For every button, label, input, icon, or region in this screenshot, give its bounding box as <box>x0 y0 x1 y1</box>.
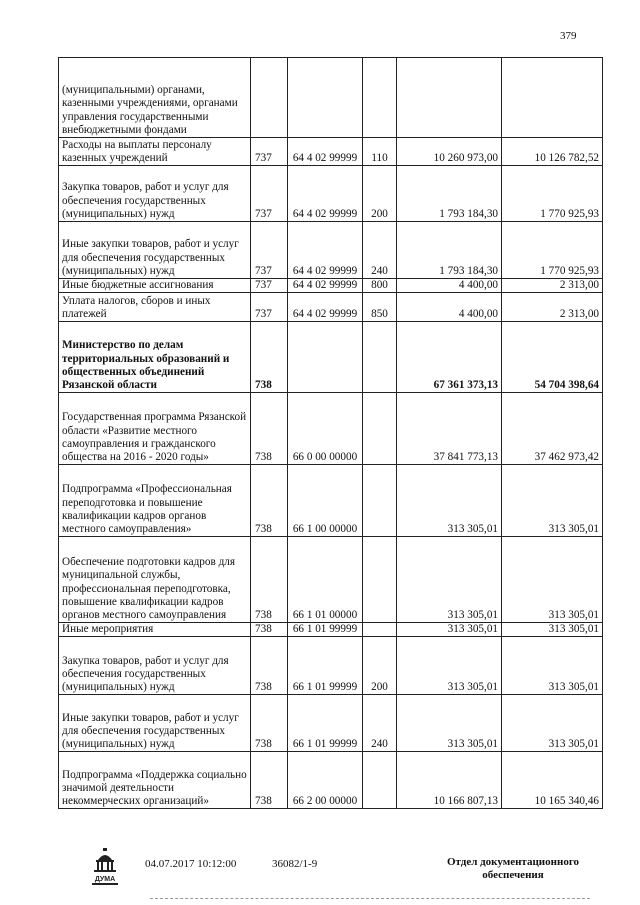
cell-y2: 313 305,01 <box>502 623 603 637</box>
cell-y1: 1 793 184,30 <box>397 222 502 279</box>
cell-name: Иные закупки товаров, работ и услуг для обеспечения государственных (муниципальных) нужд <box>59 695 251 752</box>
cell-code: 737 <box>251 279 288 293</box>
footer-department <box>438 856 588 882</box>
cell-y2: 2 313,00 <box>502 279 603 293</box>
cell-csr <box>288 322 363 393</box>
cell-y2: 1 770 925,93 <box>502 166 603 222</box>
cell-name: Министерство по делам территориальных образований и общественных объединений Рязанской области <box>59 322 251 393</box>
cell-y2: 313 305,01 <box>502 537 603 623</box>
cell-vr: 240 <box>363 695 397 752</box>
cell-y1: 313 305,01 <box>397 465 502 537</box>
cell-csr: 64 4 02 99999 <box>288 293 363 322</box>
table-row <box>59 322 603 393</box>
cell-y1 <box>397 58 502 138</box>
cell-vr: 200 <box>363 637 397 695</box>
cell-y1: 10 166 807,13 <box>397 752 502 809</box>
cell-name: Подпрограмма «Профессиональная переподготовка и повышение квалификации кадров органов местного самоуправления» <box>59 465 251 537</box>
cell-name: Иные закупки товаров, работ и услуг для обеспечения государственных (муниципальных) нужд <box>59 222 251 279</box>
cell-code: 738 <box>251 465 288 537</box>
table-row <box>59 58 603 138</box>
cell-vr: 110 <box>363 138 397 166</box>
cell-y1: 313 305,01 <box>397 637 502 695</box>
table-row <box>59 138 603 166</box>
cell-vr <box>363 393 397 465</box>
cell-name: Закупка товаров, работ и услуг для обеспечения государственных (муниципальных) нужд <box>59 637 251 695</box>
footer-department-line1: Отдел документационного <box>446 856 580 868</box>
table-row <box>59 623 603 637</box>
cell-y1: 10 260 973,00 <box>397 138 502 166</box>
cell-y1: 313 305,01 <box>397 695 502 752</box>
table-row <box>59 393 603 465</box>
budget-table-body <box>59 58 603 809</box>
cell-code: 738 <box>251 637 288 695</box>
cell-y1: 4 400,00 <box>397 293 502 322</box>
cell-csr: 64 4 02 99999 <box>288 222 363 279</box>
table-row <box>59 695 603 752</box>
cell-y2: 37 462 973,42 <box>502 393 603 465</box>
cell-y1: 37 841 773,13 <box>397 393 502 465</box>
cell-vr <box>363 623 397 637</box>
table-row <box>59 637 603 695</box>
cell-code: 738 <box>251 752 288 809</box>
table-row <box>59 279 603 293</box>
footer <box>0 848 640 905</box>
cell-code: 738 <box>251 393 288 465</box>
cell-y1: 313 305,01 <box>397 537 502 623</box>
footer-department-line2: обеспечения <box>482 869 544 881</box>
cell-y1: 4 400,00 <box>397 279 502 293</box>
cell-csr: 64 4 02 99999 <box>288 166 363 222</box>
cell-y2: 313 305,01 <box>502 695 603 752</box>
cell-y1: 313 305,01 <box>397 623 502 637</box>
cell-y2: 10 126 782,52 <box>502 138 603 166</box>
emblem-label: ДУМА <box>94 876 116 883</box>
table-row <box>59 752 603 809</box>
cell-name: Подпрограмма «Поддержка социально значимой деятельности некоммерческих организаций» <box>59 752 251 809</box>
footer-doc-number: 36082/1-9 <box>272 858 318 870</box>
cell-vr <box>363 537 397 623</box>
cell-code: 737 <box>251 138 288 166</box>
cell-csr: 66 1 01 99999 <box>288 623 363 637</box>
cell-y2: 10 165 340,46 <box>502 752 603 809</box>
cell-y1: 67 361 373,13 <box>397 322 502 393</box>
cell-y2: 2 313,00 <box>502 293 603 322</box>
cell-vr: 240 <box>363 222 397 279</box>
cell-name: Закупка товаров, работ и услуг для обеспечения государственных (муниципальных) нужд <box>59 166 251 222</box>
cell-vr <box>363 752 397 809</box>
cell-vr: 850 <box>363 293 397 322</box>
cell-csr: 66 1 00 00000 <box>288 465 363 537</box>
duma-emblem-icon <box>90 848 120 886</box>
cell-name: Расходы на выплаты персоналу казенных учреждений <box>59 138 251 166</box>
footer-date: 04.07.2017 10:12:00 <box>145 858 237 870</box>
cell-code: 738 <box>251 623 288 637</box>
table-row <box>59 537 603 623</box>
cell-vr <box>363 58 397 138</box>
cell-code: 737 <box>251 222 288 279</box>
cell-name: Государственная программа Рязанской области «Развитие местного самоуправления и гражданского общества на 2016 - 2020 годы» <box>59 393 251 465</box>
cell-csr: 64 4 02 99999 <box>288 279 363 293</box>
table-row <box>59 166 603 222</box>
cell-y2: 313 305,01 <box>502 465 603 537</box>
table-row <box>59 465 603 537</box>
cell-code <box>251 58 288 138</box>
cell-y2: 313 305,01 <box>502 637 603 695</box>
cell-y2 <box>502 58 603 138</box>
table-row <box>59 222 603 279</box>
cell-csr: 66 0 00 00000 <box>288 393 363 465</box>
cell-code: 738 <box>251 537 288 623</box>
table-row <box>59 293 603 322</box>
cell-name: Иные бюджетные ассигнования <box>59 279 251 293</box>
cell-code: 738 <box>251 322 288 393</box>
cell-name: Обеспечение подготовки кадров для муниципальной службы, профессиональная переподготовка, повышение квалификации кадров органов местного самоуправления <box>59 537 251 623</box>
cell-name: (муниципальными) органами, казенными учреждениями, органами управления государственными внебюджетными фондами <box>59 58 251 138</box>
cell-vr <box>363 322 397 393</box>
cell-csr: 66 1 01 99999 <box>288 695 363 752</box>
cell-csr: 66 1 01 99999 <box>288 637 363 695</box>
cell-code: 737 <box>251 293 288 322</box>
cell-code: 738 <box>251 695 288 752</box>
cell-name: Уплата налогов, сборов и иных платежей <box>59 293 251 322</box>
cell-name: Иные мероприятия <box>59 623 251 637</box>
cell-csr: 66 2 00 00000 <box>288 752 363 809</box>
cell-y1: 1 793 184,30 <box>397 166 502 222</box>
cell-vr: 200 <box>363 166 397 222</box>
cell-y2: 54 704 398,64 <box>502 322 603 393</box>
cell-csr <box>288 58 363 138</box>
cell-csr: 66 1 01 00000 <box>288 537 363 623</box>
cell-vr <box>363 465 397 537</box>
cell-vr: 800 <box>363 279 397 293</box>
cell-csr: 64 4 02 99999 <box>288 138 363 166</box>
footer-divider <box>150 898 590 899</box>
cell-code: 737 <box>251 166 288 222</box>
cell-y2: 1 770 925,93 <box>502 222 603 279</box>
budget-table <box>58 57 603 809</box>
page-number: 379 <box>560 30 577 42</box>
